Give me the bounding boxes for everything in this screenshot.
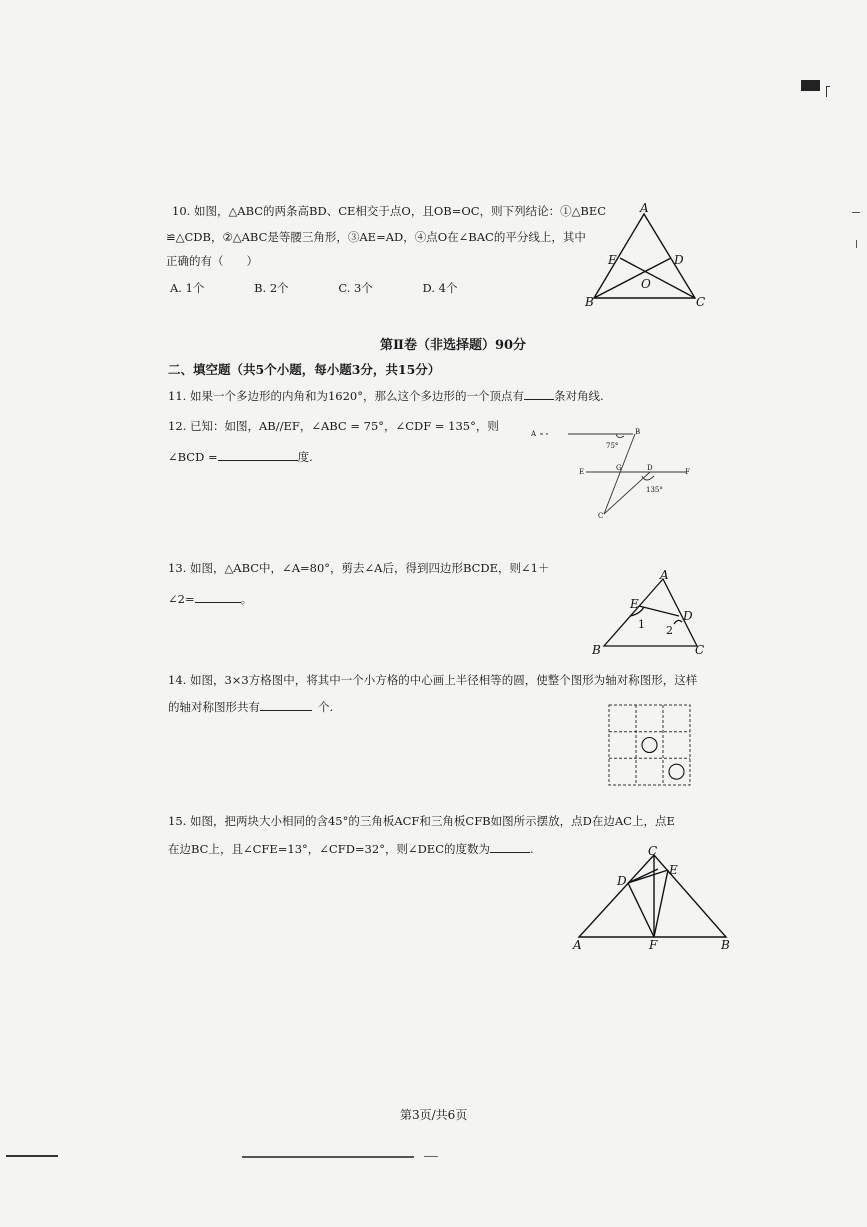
q11-text-before: 11. 如果一个多边形的内角和为1620°，那么这个多边形的一个顶点有 <box>168 389 524 403</box>
q15-answer-blank[interactable] <box>490 840 530 853</box>
q12-label-b: B <box>635 428 641 436</box>
q14-circle-corner <box>669 764 684 779</box>
q12-figure <box>528 424 698 520</box>
q15-line2-before: 在边BC上，且∠CFE=13°，∠CFD=32°，则∠DEC的度数为 <box>168 842 490 856</box>
footer-rule-center <box>242 1156 414 1158</box>
q14-circle-center <box>642 738 657 753</box>
q15-label-d: D <box>617 874 627 888</box>
q10-option-c[interactable]: C. 3个 <box>338 281 373 295</box>
q11-text-after: 条对角线. <box>553 389 604 403</box>
q13-answer-blank[interactable] <box>195 590 241 603</box>
footer-rule-right <box>424 1156 438 1157</box>
q13-label-d: D <box>683 609 693 623</box>
section2-heading: 二、填空题（共5个小题，每小题3分，共15分） <box>168 362 441 377</box>
q12-angle-135: 135° <box>646 486 663 494</box>
q12-line1: 12. 已知：如图，AB//EF，∠ABC = 75°，∠CDF = 135°，则 <box>168 419 499 433</box>
q12-angle-75: 75° <box>606 442 619 450</box>
q10-label-c: C <box>696 295 706 309</box>
q14-line2-before: 的轴对称图形共有 <box>168 700 260 714</box>
q14-answer-blank[interactable] <box>260 698 312 711</box>
q14-line2-after: 个. <box>318 700 334 714</box>
q15-label-b: B <box>721 938 730 952</box>
q15-line1: 15. 如图，把两块大小相同的含45°的三角板ACF和三角板CFB如图所示摆放，点D在边AC上，点E <box>168 814 675 828</box>
q10-line3: 正确的有（ ） <box>166 254 258 268</box>
q13-line2-after: 。 <box>240 592 253 606</box>
q13-label-2: 2 <box>666 624 673 637</box>
scan-mark <box>852 212 860 213</box>
q15-label-c: C <box>648 844 658 858</box>
q10-option-d[interactable]: D. 4个 <box>422 281 458 295</box>
q10-label-b: B <box>585 295 594 309</box>
q10-figure <box>580 200 710 312</box>
q11-text <box>168 387 604 405</box>
q15-label-a: A <box>573 938 582 952</box>
section2-title: 第Ⅱ卷（非选择题）90分 <box>380 338 527 353</box>
q15-label-e: E <box>669 863 678 877</box>
q13-figure <box>588 566 712 660</box>
q12-line2-after: 度. <box>297 450 313 464</box>
q12-line2 <box>168 448 313 466</box>
q12-label-e: E <box>579 468 585 476</box>
q10-label-a: A <box>640 201 649 215</box>
q14-grid-figure <box>605 702 693 788</box>
q13-line1: 13. 如图，△ABC中，∠A=80°，剪去∠A后，得到四边形BCDE，则∠1＋ <box>168 561 550 575</box>
footer-rule-left <box>6 1155 58 1157</box>
q13-line2-before: ∠2= <box>168 592 195 606</box>
q15-line2 <box>168 840 534 858</box>
scan-mark <box>801 80 820 91</box>
q10-label-o: O <box>641 277 651 291</box>
q12-label-g: G <box>616 464 622 472</box>
q13-label-c: C <box>695 643 705 657</box>
q12-label-f: F <box>685 468 690 476</box>
q13-label-a: A <box>660 568 669 582</box>
q10-label-e: E <box>608 253 617 267</box>
scan-mark <box>856 240 857 248</box>
q10-line2: ≌△CDB，②△ABC是等腰三角形，③AE=AD，④点O在∠BAC的平分线上，其中 <box>166 230 586 244</box>
q15-label-f: F <box>649 938 658 952</box>
q10-option-b[interactable]: B. 2个 <box>254 281 289 295</box>
q14-line2 <box>168 698 333 716</box>
page-number: 第3页/共6页 <box>400 1108 468 1122</box>
q13-label-b: B <box>592 643 601 657</box>
q13-label-1: 1 <box>638 618 645 631</box>
q12-label-a: A <box>531 430 537 438</box>
q12-line2-before: ∠BCD = <box>168 450 218 464</box>
q10-options <box>170 280 503 297</box>
q10-option-a[interactable]: A. 1个 <box>170 281 205 295</box>
q13-line2 <box>168 590 252 608</box>
q10-label-d: D <box>674 253 684 267</box>
q15-figure <box>568 843 738 955</box>
q14-line1: 14. 如图，3×3方格图中，将其中一个小方格的中心画上半径相等的圆，使整个图形为轴对称图形，这样 <box>168 673 698 687</box>
q12-label-d: D <box>647 464 653 472</box>
scan-mark <box>826 86 830 97</box>
q10-line1: 10. 如图，△ABC的两条高BD、CE相交于点O，且OB=OC，则下列结论：①△BEC <box>172 204 607 218</box>
q11-answer-blank[interactable] <box>524 387 554 400</box>
q13-label-e: E <box>630 597 639 611</box>
q12-label-c: C <box>598 512 604 520</box>
q12-answer-blank[interactable] <box>218 448 298 461</box>
q15-line2-after: . <box>530 842 534 856</box>
